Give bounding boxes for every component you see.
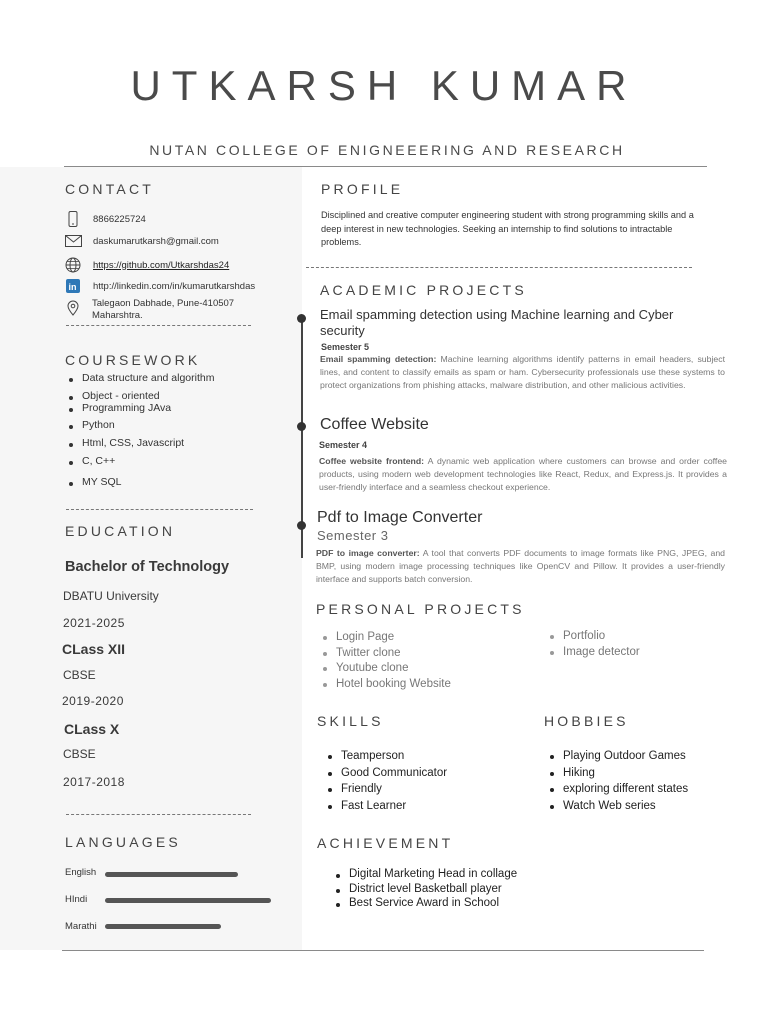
- list-item: Fast Learner: [325, 798, 525, 815]
- personal-projects-list: [320, 630, 540, 692]
- project-semester: Semester 4: [319, 440, 368, 450]
- project-description: [316, 547, 725, 586]
- list-item: Teamperson: [325, 748, 525, 765]
- list-item: Watch Web series: [547, 798, 747, 815]
- project-title: Pdf to Image Converter: [317, 509, 483, 526]
- language-level-bar: [105, 898, 271, 903]
- list-item: Portfolio: [547, 629, 707, 645]
- language-level-bar: [105, 872, 238, 877]
- class-10-board: CBSE: [63, 747, 96, 761]
- list-item: Python: [66, 419, 286, 431]
- personal-projects-heading: PERSONAL PROJECTS: [316, 601, 525, 617]
- project-description: [320, 353, 725, 392]
- resume-name: UTKARSH KUMAR: [130, 62, 638, 109]
- hobbies-heading: HOBBIES: [544, 713, 629, 729]
- project-description: [319, 455, 727, 494]
- skills-list: [325, 748, 525, 814]
- contact-github: [63, 257, 229, 273]
- university-name: DBATU University: [63, 589, 159, 603]
- svg-text:in: in: [68, 282, 77, 292]
- list-item: Hotel booking Website: [320, 677, 540, 693]
- timeline-dot: [297, 521, 306, 530]
- linkedin-icon: [63, 278, 83, 294]
- class-10-years: 2017-2018: [63, 775, 125, 789]
- profile-divider: [306, 267, 692, 268]
- education-heading: EDUCATION: [65, 523, 176, 539]
- project-desc-text: A tool that converts PDF documents to image formats like PNG, JPEG, and BMP, using modern image processing techniques like OpenCV and Pillow. It provides a user-friendly interface and supports batch conversion.: [316, 548, 725, 584]
- language-label: Marathi: [65, 921, 97, 932]
- language-level-bar: [105, 924, 221, 929]
- class-12-title: CLass XII: [62, 641, 126, 657]
- class-12-years: 2019-2020: [62, 694, 124, 708]
- list-item: exploring different states: [547, 781, 747, 798]
- mail-icon: [63, 233, 83, 249]
- education-divider: [66, 814, 251, 815]
- list-item: Best Service Award in School: [333, 896, 593, 911]
- degree-title: Bachelor of Technology: [65, 559, 230, 575]
- language-label: English: [65, 867, 97, 878]
- timeline-dot: [297, 422, 306, 431]
- achievement-list: [333, 867, 593, 911]
- project-desc-text: Machine learning algorithms identify patterns in email headers, subject lines, and content to classify emails as spam or ham. Cybersecurity professionals use these systems to protect organizations from phishing attacks, malware distribution, and other malicious activities.: [320, 354, 725, 390]
- phone-icon: [63, 211, 83, 227]
- list-item: C, C++: [66, 455, 286, 467]
- list-item: Friendly: [325, 781, 525, 798]
- location-pin-icon: [63, 300, 83, 316]
- project-desc-label: Email spamming detection:: [320, 354, 437, 364]
- github-link[interactable]: https://github.com/Utkarshdas24: [93, 259, 230, 271]
- list-item: Twitter clone: [320, 646, 540, 662]
- address-line-2: Maharshtra.: [92, 310, 143, 321]
- coursework-list: [66, 372, 286, 488]
- achievement-heading: ACHIEVEMENT: [317, 835, 454, 851]
- list-item: Hiking: [547, 765, 747, 782]
- contact-phone: [63, 211, 146, 227]
- project-desc-text: A dynamic web application where customers can browse and order coffee products, using modern web development technologies like React, Redux, and Express.js. It provides a user-friendly interface and a seamless checkout experience.: [319, 456, 727, 492]
- list-item: Data structure and algorithm: [66, 372, 286, 384]
- list-item: Digital Marketing Head in collage: [333, 867, 593, 882]
- language-label: HIndi: [65, 894, 88, 905]
- phone-number: 8866225724: [93, 213, 146, 225]
- globe-icon: [63, 257, 83, 273]
- contact-email: [63, 233, 219, 249]
- degree-years: 2021-2025: [63, 616, 125, 630]
- contact-address: [63, 298, 234, 322]
- list-item: Image detector: [547, 645, 707, 661]
- contact-linkedin: [63, 278, 255, 294]
- contact-divider: [66, 325, 251, 326]
- class-12-board: CBSE: [63, 668, 96, 682]
- college-name: NUTAN COLLEGE OF ENIGNEEERING AND RESEARCH: [149, 142, 625, 158]
- linkedin-link[interactable]: http://linkedin.com/in/kumarutkarshdas: [93, 280, 256, 292]
- project-semester: Semester 3: [317, 528, 389, 543]
- coursework-heading: COURSEWORK: [65, 352, 201, 368]
- list-item-continued: Programming JAva: [66, 402, 286, 414]
- address-line-1: Talegaon Dabhade, Pune-410507: [92, 298, 235, 309]
- languages-heading: LANGUAGES: [65, 834, 181, 850]
- timeline-dot: [297, 314, 306, 323]
- list-item: Object - oriented: [66, 390, 286, 402]
- project-desc-label: PDF to image converter:: [316, 548, 420, 558]
- list-item: Good Communicator: [325, 765, 525, 782]
- footer-divider: [62, 950, 704, 951]
- email-address: daskumarutkarsh@gmail.com: [93, 235, 219, 247]
- skills-heading: SKILLS: [317, 713, 384, 729]
- personal-projects-list-2: [547, 629, 707, 660]
- list-item: Youtube clone: [320, 661, 540, 677]
- class-10-title: CLass X: [64, 721, 120, 737]
- coursework-divider: [66, 509, 253, 510]
- hobbies-list: [547, 748, 747, 814]
- project-title: Email spamming detection using Machine learning and Cyber security: [320, 307, 674, 338]
- project-title: Coffee Website: [320, 416, 429, 433]
- list-item: Html, CSS, Javascript: [66, 437, 286, 449]
- list-item: MY SQL: [66, 476, 286, 488]
- project-semester: Semester 5: [321, 342, 370, 352]
- contact-heading: CONTACT: [65, 181, 155, 197]
- profile-heading: PROFILE: [321, 181, 404, 197]
- academic-projects-heading: ACADEMIC PROJECTS: [320, 282, 527, 298]
- project-desc-label: Coffee website frontend:: [319, 456, 425, 466]
- list-item: Playing Outdoor Games: [547, 748, 747, 765]
- profile-summary: Disciplined and creative computer engineering student with strong programming skills and a deep interest in new technologies. Seeking an internship to find solutions to intractable problems.: [321, 210, 694, 247]
- list-item: Login Page: [320, 630, 540, 646]
- list-item: District level Basketball player: [333, 882, 593, 897]
